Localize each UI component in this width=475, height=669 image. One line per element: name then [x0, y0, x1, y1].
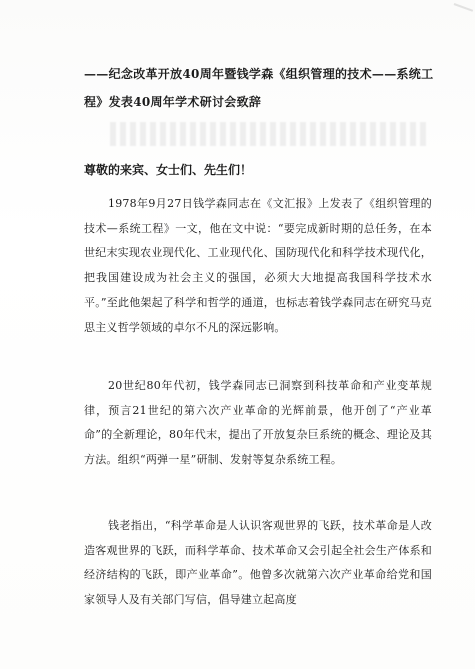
scan-mark [449, 3, 473, 25]
document-subtitle: ——纪念改革开放40周年暨钱学森《组织管理的技术——系统工程》发表40周年学术研讨会致辞 [84, 67, 434, 109]
salutation: 尊敬的来宾、女士们、先生们！ [84, 163, 253, 177]
paragraph-2: 20世纪80年代初，钱学森同志已洞察到科技革命和产业变革规律，预言21世纪的第六次产业革命的光辉前景，他开创了“产业革命”的全新理论，80年代末，提出了开放复杂巨系统的概念、理论及其方法。组织“两弹一星”研制、发射等复杂系统工程。 [84, 379, 432, 467]
paragraph-3: 钱老指出，“科学革命是人认识客观世界的飞跃，技术革命是人改造客观世界的飞跃，而科学革命、技术革命又会引起全社会生产体系和经济结构的飞跃，即产业革命”。他曾多次就第六次产业革命给党和国家领导人及有关部门写信，倡导建立起高度 [84, 519, 432, 607]
bleed-through-text [110, 122, 430, 146]
paragraph-1: 1978年9月27日钱学森同志在《文汇报》上发表了《组织管理的技术—系统工程》一文，他在文中说：“要完成新时期的总任务，在本世纪末实现农业现代化、工业现代化、国防现代化和科学技术现代化，把我国建设成为社会主义的强国，必须大大地提高我国科学技术水平。”至此他架起了科学和哲学的通道，也标志着钱学森同志在研究马克思主义哲学领域的卓尔不凡的深远影响。 [84, 197, 432, 334]
